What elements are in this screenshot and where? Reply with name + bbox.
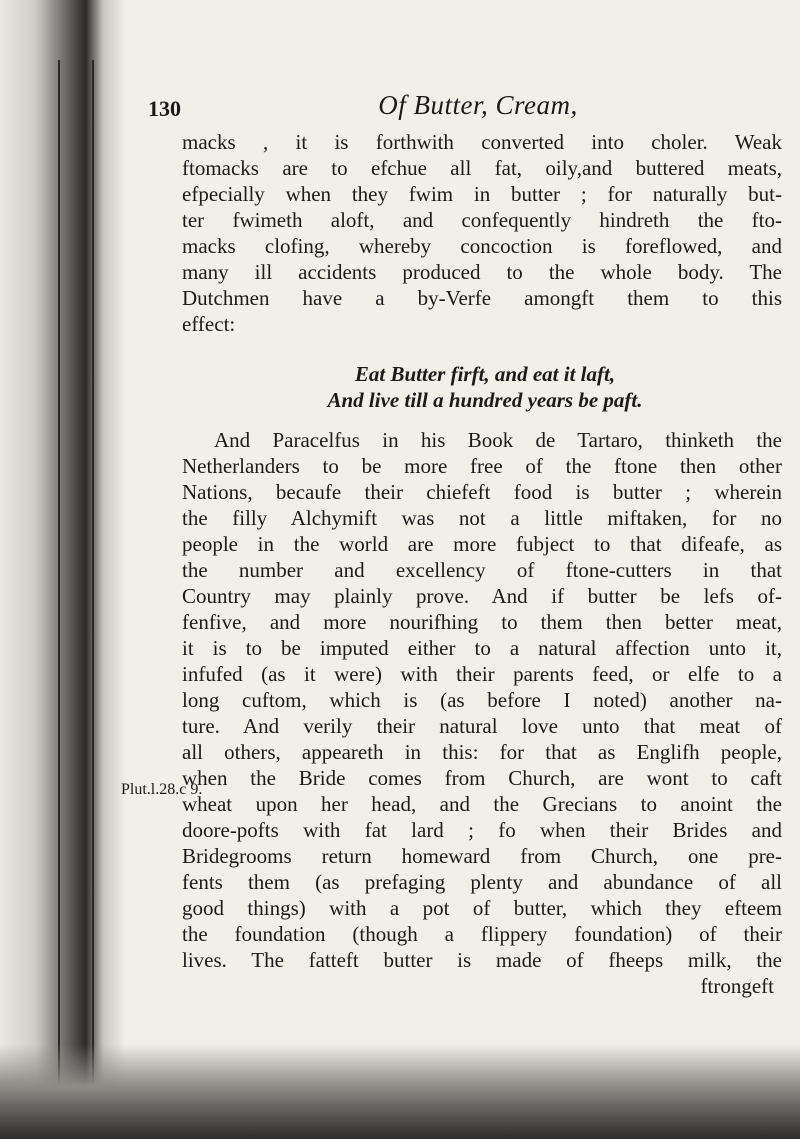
text-line: Nations, becaufe their chiefeft food is butter ; wherein bbox=[182, 480, 782, 504]
verse-couplet bbox=[182, 361, 782, 413]
text-line: efpecially when they fwim in butter ; for naturally but- bbox=[182, 182, 782, 206]
binding-edge-line bbox=[58, 60, 60, 1090]
text-line: ture. And verily their natural love unto that meat of bbox=[182, 714, 782, 738]
page-number: 130 bbox=[148, 96, 181, 121]
binding-edge-line bbox=[92, 60, 94, 1090]
paragraph-1 bbox=[182, 129, 782, 337]
text-line: the filly Alchymift was not a little miftaken, for no bbox=[182, 506, 782, 530]
verse-line: Eat Butter firft, and eat it laft, bbox=[354, 362, 616, 386]
text-line: when the Bride comes from Church, are wont to caft bbox=[182, 766, 782, 790]
text-line: ter fwimeth aloft, and confequently hindreth the fto- bbox=[182, 208, 782, 232]
text-line: macks clofing, whereby concoction is foreflowed, and bbox=[182, 234, 782, 258]
margin-note: Plut.l.28.c 9. bbox=[121, 781, 203, 798]
text-line: the foundation (though a flippery foundation) of their bbox=[182, 922, 782, 946]
text-line: people in the world are more fubject to that difeafe, as bbox=[182, 532, 782, 556]
text-line: it is to be imputed either to a natural affection unto it, bbox=[182, 636, 782, 660]
catchword: ftrongeft bbox=[700, 974, 774, 998]
text-line: good things) with a pot of butter, which they efteem bbox=[182, 896, 782, 920]
text-line: Country may plainly prove. And if butter be lefs of- bbox=[182, 584, 782, 608]
running-head: Of Butter, Cream, bbox=[378, 90, 578, 120]
verse-line: And live till a hundred years be paft. bbox=[327, 388, 643, 412]
text-line: long cuftom, which is (as before I noted) another na- bbox=[182, 688, 782, 712]
spacer bbox=[182, 413, 782, 427]
book-binding-shadow bbox=[0, 0, 126, 1139]
text-line: many ill accidents produced to the whole body. The bbox=[182, 260, 782, 284]
text-line: Netherlanders to be more free of the ftone then other bbox=[182, 454, 782, 478]
body-text bbox=[182, 129, 782, 999]
text-line: effect: bbox=[182, 312, 236, 336]
text-line: infufed (as it were) with their parents feed, or elfe to a bbox=[182, 662, 782, 686]
text-line: fenfive, and more nourifhing to them then better meat, bbox=[182, 610, 782, 634]
text-line: all others, appeareth in this: for that as Englifh people, bbox=[182, 740, 782, 764]
text-line: macks , it is forthwith converted into choler. Weak bbox=[182, 130, 782, 154]
text-line: And Paracelfus in his Book de Tartaro, thinketh the bbox=[214, 428, 782, 452]
page-bottom-shadow bbox=[0, 1044, 800, 1139]
paragraph-2 bbox=[182, 427, 782, 973]
spacer bbox=[182, 337, 782, 361]
text-line: ftomacks are to efchue all fat, oily,and buttered meats, bbox=[182, 156, 782, 180]
text-line: wheat upon her head, and the Grecians to anoint the bbox=[182, 792, 782, 816]
text-line: the number and excellency of ftone-cutters in that bbox=[182, 558, 782, 582]
text-line: Dutchmen have a by-Verfe amongft them to this bbox=[182, 286, 782, 310]
text-line: lives. The fatteft butter is made of fheeps milk, the bbox=[182, 948, 782, 972]
text-line: Bridegrooms return homeward from Church, one pre- bbox=[182, 844, 782, 868]
text-line: fents them (as prefaging plenty and abundance of all bbox=[182, 870, 782, 894]
text-line: doore-pofts with fat lard ; fo when their Brides and bbox=[182, 818, 782, 842]
